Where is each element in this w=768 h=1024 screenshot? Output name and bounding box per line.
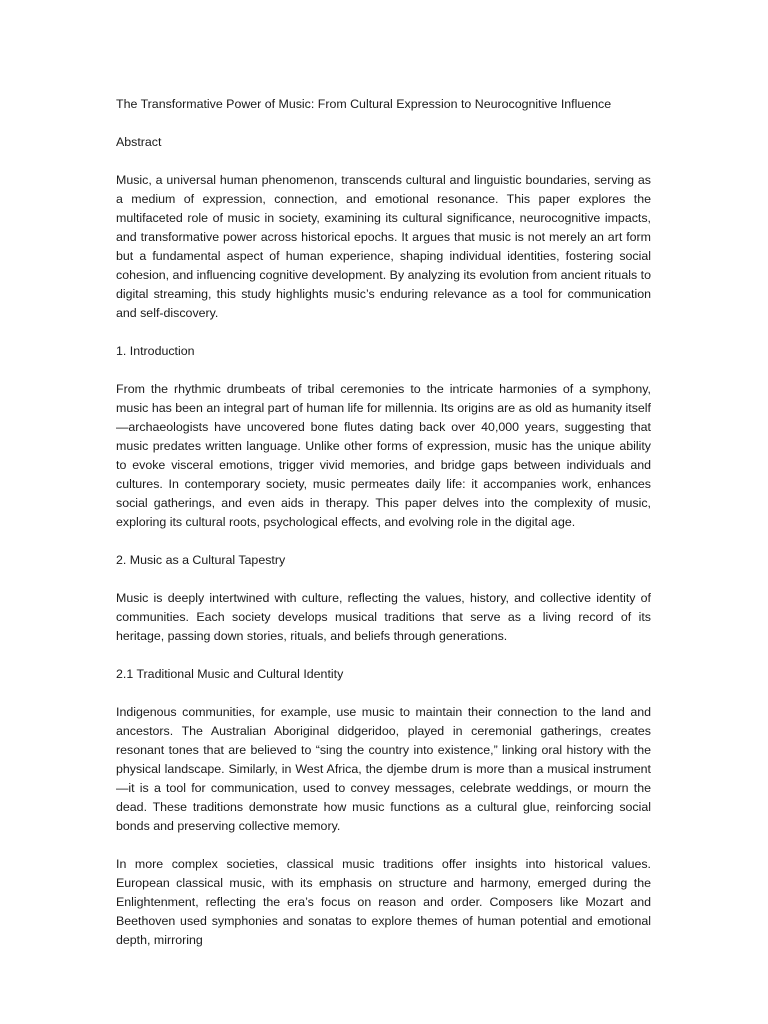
- document-page: [116, 95, 651, 950]
- document-title: The Transformative Power of Music: From Cultural Expression to Neurocognitive Influence: [116, 97, 612, 111]
- abstract-paragraph: Music, a universal human phenomenon, transcends cultural and linguistic boundaries, serving as a medium of expression, connection, and emotional resonance. This paper explores the multifaceted role of music in society, examining its cultural significance, neurocognitive impacts, and transformative power across historical epochs. It argues that music is not merely an art form but a fundamental aspect of human experience, shaping individual identities, fostering social cohesion, and influencing cognitive development. By analyzing its evolution from ancient rituals to digital streaming, this study highlights music’s enduring relevance as a tool for communication and self-discovery.: [116, 173, 651, 320]
- classical-music-paragraph: In more complex societies, classical music traditions offer insights into historical values. European classical music, with its emphasis on structure and harmony, emerged during the Enlightenment, reflecting the era’s focus on reason and order. Composers like Mozart and Beethoven used symphonies and sonatas to explore themes of human potential and emotional depth, mirroring: [116, 857, 651, 947]
- traditional-music-paragraph: Indigenous communities, for example, use music to maintain their connection to the land and ancestors. The Australian Aboriginal didgeridoo, played in ceremonial gatherings, creates resonant tones that are believed to “sing the country into existence,” linking oral history with the physical landscape. Similarly, in West Africa, the djembe drum is more than a musical instrument—it is a tool for communication, used to convey messages, celebrate weddings, or mourn the dead. These traditions demonstrate how music functions as a cultural glue, reinforcing social bonds and preserving collective memory.: [116, 705, 651, 833]
- introduction-paragraph: From the rhythmic drumbeats of tribal ceremonies to the intricate harmonies of a symphony, music has been an integral part of human life for millennia. Its origins are as old as humanity itself—archaeologists have uncovered bone flutes dating back over 40,000 years, suggesting that music predates written language. Unlike other forms of expression, music has the unique ability to evoke visceral emotions, trigger vivid memories, and bridge gaps between individuals and cultures. In contemporary society, music permeates daily life: it accompanies work, enhances social gatherings, and even aids in therapy. This paper delves into the complexity of music, exploring its cultural roots, psychological effects, and evolving role in the digital age.: [116, 382, 651, 529]
- abstract-heading: Abstract: [116, 135, 162, 149]
- traditional-music-heading: 2.1 Traditional Music and Cultural Identity: [116, 667, 344, 681]
- introduction-heading: 1. Introduction: [116, 344, 195, 358]
- cultural-tapestry-paragraph: Music is deeply intertwined with culture, reflecting the values, history, and collective identity of communities. Each society develops musical traditions that serve as a living record of its heritage, passing down stories, rituals, and beliefs through generations.: [116, 591, 651, 643]
- cultural-tapestry-heading: 2. Music as a Cultural Tapestry: [116, 553, 286, 567]
